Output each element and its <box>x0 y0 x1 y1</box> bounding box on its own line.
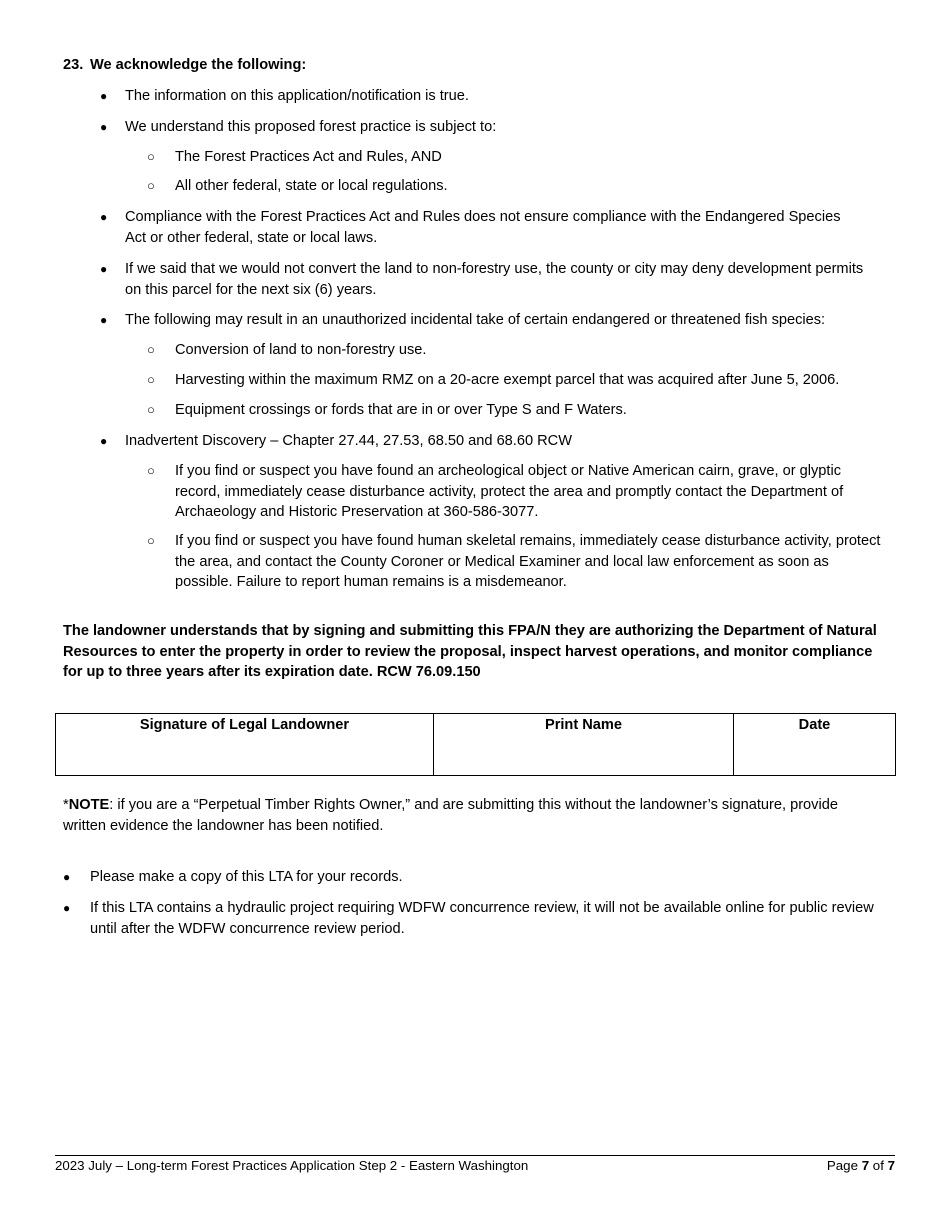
date-field[interactable]: Date <box>734 714 896 776</box>
note-prefix: * <box>63 797 69 813</box>
page-current: 7 <box>861 1158 870 1173</box>
sub-list-item: If you find or suspect you have found an archeological object or Native American cairn, grave, or glyptic record, immediately cease disturbance activity, protect the area and promptly contact the Department of Archaeology and Historic Preservation at 360-586-3077. <box>175 463 844 520</box>
list-item: We understand this proposed forest practice is subject to: <box>125 119 497 135</box>
signature-field[interactable]: Signature of Legal Landowner <box>56 714 434 776</box>
list-item: If this LTA contains a hydraulic project requiring WDFW concurrence review, it will not be available online for public review until after the WDFW concurrence review period. <box>90 900 874 937</box>
list-item: The following may result in an unauthorized incidental take of certain endangered or threatened fish species: <box>125 312 826 328</box>
signature-table <box>55 713 896 776</box>
bullet-icon: ● <box>100 89 108 103</box>
list-item: If we said that we would not convert the land to non-forestry use, the county or city may deny development permits on this parcel for the next six (6) years. <box>125 261 864 298</box>
list-item: Please make a copy of this LTA for your records. <box>90 869 403 885</box>
bullet-icon: ● <box>100 120 108 134</box>
circle-bullet-icon: ○ <box>147 463 155 478</box>
circle-bullet-icon: ○ <box>147 342 155 357</box>
page-number <box>827 1156 895 1177</box>
circle-bullet-icon: ○ <box>147 402 155 417</box>
of-word: of <box>872 1158 884 1173</box>
sub-list-item: All other federal, state or local regulations. <box>175 178 448 194</box>
list-item: Compliance with the Forest Practices Act and Rules does not ensure compliance with the Endangered Species Act or other federal, state or local laws. <box>125 209 841 246</box>
list-item: Inadvertent Discovery – Chapter 27.44, 27.53, 68.50 and 68.60 RCW <box>125 433 572 449</box>
circle-bullet-icon: ○ <box>147 149 155 164</box>
footer-title: 2023 July – Long-term Forest Practices Application Step 2 - Eastern Washington <box>55 1158 529 1173</box>
circle-bullet-icon: ○ <box>147 533 155 548</box>
bullet-icon: ● <box>100 210 108 224</box>
note-text: : if you are a “Perpetual Timber Rights Owner,” and are submitting this without the landowner’s signature, provide written evidence the landowner has been notified. <box>63 797 838 834</box>
circle-bullet-icon: ○ <box>147 372 155 387</box>
bullet-icon: ● <box>100 262 108 276</box>
page-word: Page <box>826 1158 858 1173</box>
note <box>63 795 863 836</box>
print-name-field[interactable]: Print Name <box>434 714 734 776</box>
page-total: 7 <box>887 1158 895 1173</box>
list-item: The information on this application/notification is true. <box>125 88 469 104</box>
bullet-icon: ● <box>100 434 108 448</box>
sub-list-item: Harvesting within the maximum RMZ on a 20-acre exempt parcel that was acquired after June 5, 2006. <box>175 372 840 388</box>
sub-list-item: The Forest Practices Act and Rules, AND <box>175 149 442 165</box>
bullet-icon: ● <box>63 870 71 884</box>
section-heading: We acknowledge the following: <box>90 57 307 73</box>
sub-list-item: Equipment crossings or fords that are in or over Type S and F Waters. <box>175 402 627 418</box>
bullet-icon: ● <box>100 313 108 327</box>
sub-list-item: If you find or suspect you have found human skeletal remains, immediately cease disturbance activity, protect the area, and contact the County Coroner or Medical Examiner and local law enforcement as soon as possible. Failure to report human remains is a misdemeanor. <box>175 533 881 590</box>
bullet-icon: ● <box>63 901 71 915</box>
authorization-statement: The landowner understands that by signing and submitting this FPA/N they are authorizing the Department of Natural Resources to enter the property in order to review the proposal, inspect harvest operations, and monitor compliance for up to three years after its expiration date. RCW 76.09.150 <box>63 623 877 680</box>
section-number: 23. <box>63 57 84 73</box>
circle-bullet-icon: ○ <box>147 178 155 193</box>
sub-list-item: Conversion of land to non-forestry use. <box>175 342 427 358</box>
note-label: NOTE <box>68 797 110 813</box>
